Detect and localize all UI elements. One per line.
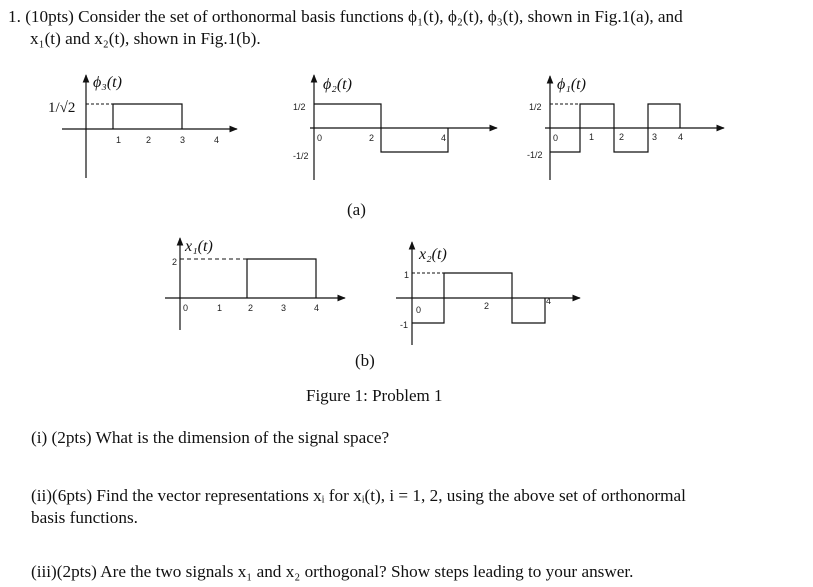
x1-x-tick: 0 xyxy=(183,303,189,313)
plot-x1 xyxy=(165,238,345,330)
question-2-line2: basis functions. xyxy=(31,508,138,527)
phi1-x-tick: 0 xyxy=(553,133,559,143)
x2-label: x₂(t) xyxy=(419,246,447,263)
phi1-y-tick: 1/2 xyxy=(529,102,542,112)
caption-b: (b) xyxy=(355,351,375,370)
phi3-y-tick: 1/√2 xyxy=(48,100,76,116)
x2-y-tick: -1 xyxy=(400,320,409,330)
caption-a: (a) xyxy=(347,200,366,219)
phi1-x-tick: 4 xyxy=(678,132,684,142)
phi3-label: ϕ₃(t) xyxy=(93,74,122,91)
phi1-x-tick: 3 xyxy=(652,132,658,142)
phi1-x-tick: 2 xyxy=(619,132,625,142)
phi3-x-tick: 3 xyxy=(180,135,186,145)
x1-x-tick: 3 xyxy=(281,303,287,313)
phi3-x-tick: 1 xyxy=(116,135,122,145)
question-2-line1: (ii)(6pts) Find the vector representations xᵢ for xᵢ(t), i = 1, 2, using the above set of orthonormal xyxy=(31,486,686,505)
x2-x-tick: 4 xyxy=(546,296,552,306)
x1-label: x₁(t) xyxy=(185,238,213,255)
phi3-x-tick: 4 xyxy=(214,135,220,145)
phi2-x-tick: 0 xyxy=(317,133,323,143)
plot-phi3 xyxy=(48,74,237,178)
x1-waveform xyxy=(247,259,316,298)
x2-x-tick: 2 xyxy=(484,301,490,311)
phi2-x-tick: 2 xyxy=(369,133,375,143)
question-1: (i) (2pts) What is the dimension of the signal space? xyxy=(31,428,390,447)
plot-phi1 xyxy=(527,76,724,180)
plot-x2 xyxy=(396,242,580,345)
phi1-label: ϕ₁(t) xyxy=(557,76,586,93)
phi2-label: ϕ₂(t) xyxy=(323,76,352,93)
phi2-y-tick: -1/2 xyxy=(293,151,309,161)
phi3-waveform xyxy=(113,104,182,129)
phi1-x-tick: 1 xyxy=(589,132,595,142)
problem-header-line2: x₁(t) and x₂(t), shown in Fig.1(b). xyxy=(30,29,261,48)
phi2-x-tick: 4 xyxy=(441,133,447,143)
plot-phi2 xyxy=(293,75,497,180)
figure-caption: Figure 1: Problem 1 xyxy=(306,386,443,405)
phi3-x-tick: 2 xyxy=(146,135,152,145)
x1-x-tick: 4 xyxy=(314,303,320,313)
x1-x-tick: 2 xyxy=(248,303,254,313)
phi1-y-tick: -1/2 xyxy=(527,150,543,160)
question-3: (iii)(2pts) Are the two signals x₁ and x₂ orthogonal? Show steps leading to your answer. xyxy=(31,562,634,581)
problem-header-line1: 1. (10pts) Consider the set of orthonormal basis functions ϕ₁(t), ϕ₂(t), ϕ₃(t), shown in Fig.1(a), and xyxy=(8,7,683,26)
x1-x-tick: 1 xyxy=(217,303,223,313)
x2-x-tick: 0 xyxy=(416,305,422,315)
x1-y-tick: 2 xyxy=(172,257,178,267)
phi2-y-tick: 1/2 xyxy=(293,102,306,112)
x2-y-tick: 1 xyxy=(404,270,410,280)
